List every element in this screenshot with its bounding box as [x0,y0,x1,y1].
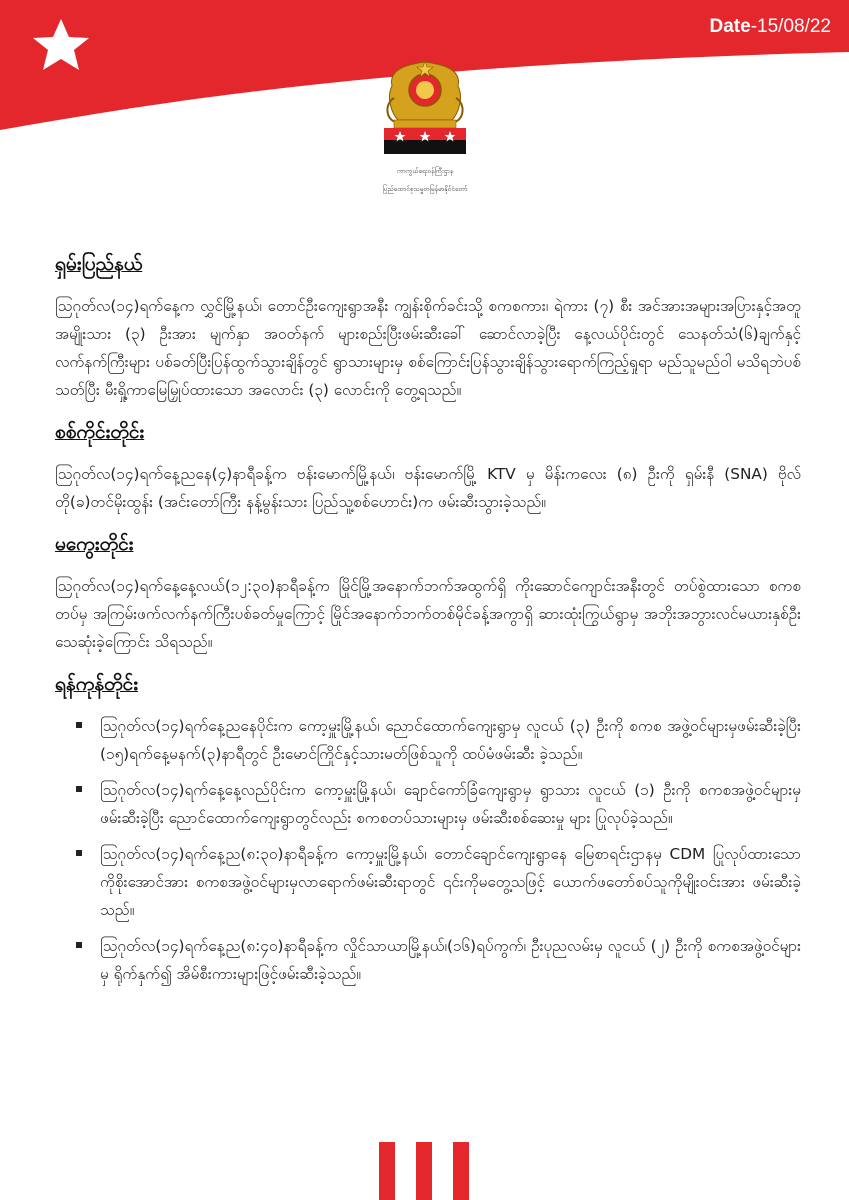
date-value: -15/08/22 [750,16,831,37]
bullet-icon [76,786,82,792]
list-item [100,932,801,988]
section-body-magway: ဩဂုတ်လ(၁၄)ရက်နေ့နေ့လယ်(၁၂:၃၀)နာရီခန့်က မြိုင်မြို့အနောက်ဘက်အထွက်ရှိ ကိုးဆောင်ကျောင်းအနီးတွင် တပ်စွဲထားသော စကစတပ်မှ အကြမ်းဖက်လက်နက်ကြီးပစ်ခတ်မှုကြောင့် မြိုင်အနောက်ဘက်တစ်မိုင်ခန့်အကွာရှိ ဆားထုံးကြွယ်ရွာမှ အဘိုးအဘွားလင်မယားနှစ်ဦး သေဆုံးခဲ့ကြောင်း သိရသည်။ [55,577,801,651]
bullet-icon [76,722,82,728]
section-body-shan: ဩဂုတ်လ(၁၄)ရက်နေ့က လွှင်မြို့နယ်၊ တောင်ဦးကျေးရွာအနီး ကျွန်းစိုက်ခင်းသို့ စကစကား၊ ရဲကား (၇) စီး အင်အားအများအပြားနှင့်အတူ အမျိုးသား (၃) ဦးအား မျက်နှာ အဝတ်နက် များစည်းပြီးဖမ်းဆီးခေါ် ဆောင်လာခဲ့ပြီး နေ့လယ်ပိုင်းတွင် သေနတ်သံ(၆)ချက်နှင့်လက်နက်ကြီးများ ပစ်ခတ်ပြီးပြန်ထွက်သွားချိန်တွင် ရွာသားများမှ စစ်ကြောင်းပြန်သွားချိန်သွားရောက်ကြည့်ရှုရာ မည်သူမည်ဝါ မသိရဘဲပစ်သတ်ပြီး မီးရှို့ကာမြေမြှုပ်ထားသော အလောင်း (၃) လောင်းကို တွေ့ရသည်။ [55,297,801,399]
list-item-text: ဩဂုတ်လ(၁၄)ရက်နေ့ညနေပိုင်းက ကော့မှူးမြို့နယ်၊ ညောင်ထောက်ကျေးရွာမှ လူငယ် (၃) ဦးကို စကစ အဖွဲ့ဝင်များမှဖမ်းဆီးခဲ့ပြီး (၁၅)ရက်နေ့မနက်(၃)နာရီတွင် ဦးမောင်ကြိုင်နှင့်သားမတ်ဖြစ်သူကို ထပ်မံဖမ်းဆီး ခဲ့သည်။ [100,717,801,763]
section-title-sagaing: စစ်ကိုင်းတိုင်း [55,421,145,443]
header-date [710,16,831,38]
footer-bar [379,1142,395,1200]
news-content [55,252,801,996]
emblem-icon [380,58,470,168]
footer-bar [416,1142,432,1200]
section-body-sagaing: ဩဂုတ်လ(၁၄)ရက်နေ့ညနေ(၄)နာရီခန့်က ဗန်းမောက်မြို့နယ်၊ ဗန်းမောက်မြို့ KTV မှ မိန်းကလေး (၈) ဦးကို ရှမ်းနီ (SNA) ဗိုလ်တို(ခ)တင်မိုးထွန်း (အင်းတော်ကြီး နန့်မွန်းသား ပြည်သူ့စစ်ဟောင်း)က ဖမ်းဆီးသွားခဲ့သည်။ [55,465,801,511]
section-title-shan: ရှမ်းပြည်နယ် [55,253,143,275]
list-item-text: ဩဂုတ်လ(၁၄)ရက်နေ့ည(၈:၃၀)နာရီခန့်က ကော့မှူးမြို့နယ်၊ တောင်ချောင်ကျေးရွာနေ မြေစာရင်းဌာနမှ CDM ပြုလုပ်ထားသော ကိုစိုးအောင်အား စကစအဖွဲ့ဝင်များမှလာရောက်ဖမ်းဆီးရာတွင် ၎င်းကိုမတွေ့သဖြင့် ယောက်ဖတော်စပ်သူကိုမျိုးဝင်းအား ဖမ်းဆီးခဲ့သည်။ [100,845,801,919]
date-label: Date [709,16,751,37]
list-item [100,840,801,924]
bullet-icon [76,942,82,948]
list-item-text: ဩဂုတ်လ(၁၄)ရက်နေ့နေ့လည်ပိုင်းက ကော့မှူးမြို့နယ်၊ ချောင်ကော်ခြံကျေးရွာမှ ရွာသား လူငယ် (၁) ဦးကို စကစအဖွဲ့ဝင်များမှဖမ်းဆီးခဲ့ပြီး ညောင်ထောက်ကျေးရွာတွင်လည်း စကစတပ်သားများမှ ဖမ်းဆီးစစ်ဆေးမှု များ ပြုလုပ်ခဲ့သည်။ [100,781,801,827]
section-title-yangon: ရန်ကုန်တိုင်း [55,673,139,695]
footer-bar [453,1142,469,1200]
footer-bars [377,1142,472,1200]
emblem-caption-top: ကာကွယ်ရေးဝန်ကြီးဌာန [396,167,454,175]
list-item-text: ဩဂုတ်လ(၁၄)ရက်နေ့ည(၈:၄၀)နာရီခန့်က လှိုင်သာယာမြို့နယ်၊(၁၆)ရပ်ကွက်၊ ဦးပုညလမ်းမှ လူငယ် (၂) ဦးကို စကစအဖွဲ့ဝင်များမှ ရိုက်နှက်၍ အိမ်စီးကားများဖြင့်ဖမ်းဆီးခဲ့သည်။ [100,937,801,983]
emblem-caption-bottom: ပြည်ထောင်စုသမ္မတမြန်မာနိုင်ငံတော် [382,185,468,193]
list-item [100,712,801,768]
section-title-magway: မကွေးတိုင်း [55,533,134,555]
yangon-list [55,712,801,988]
list-item [100,776,801,832]
bullet-icon [76,850,82,856]
